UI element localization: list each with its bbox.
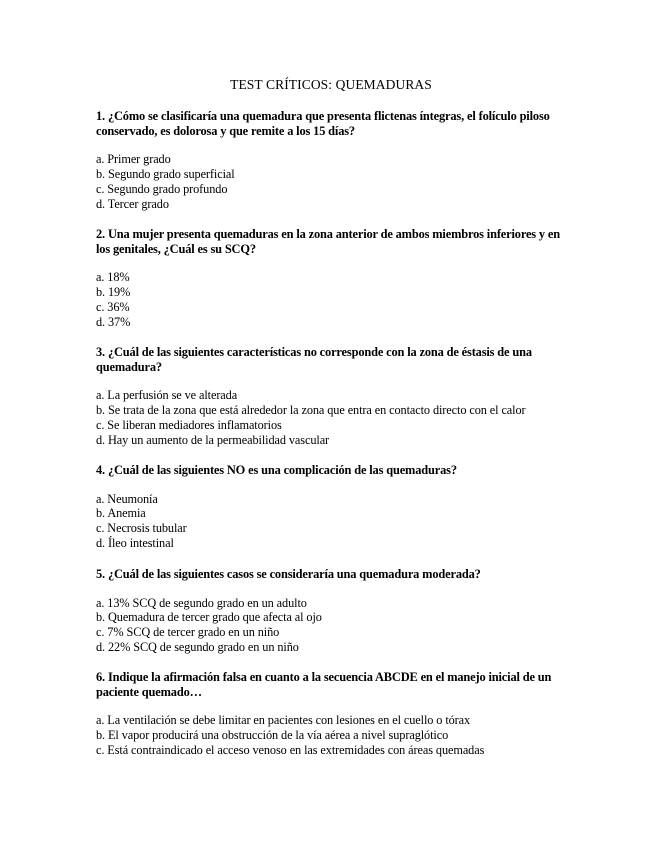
option-b: b. Quemadura de tercer grado que afecta al ojo bbox=[96, 610, 322, 625]
option-d: d. Hay un aumento de la permeabilidad vascular bbox=[96, 432, 330, 447]
option-d: d. Tercer grado bbox=[96, 196, 169, 211]
option-list bbox=[96, 388, 566, 448]
option-list bbox=[96, 713, 566, 758]
option-b: b. Segundo grado superficial bbox=[96, 166, 235, 181]
option-list bbox=[96, 596, 566, 656]
option-c: c. Necrosis tubular bbox=[96, 521, 187, 536]
option-b: b. Se trata de la zona que está alrededor la zona que entra en contacto directo con el calor bbox=[96, 402, 526, 417]
option-list bbox=[96, 492, 566, 552]
option-a: a. La perfusión se ve alterada bbox=[96, 388, 238, 402]
question-text: 2. Una mujer presenta quemaduras en la zona anterior de ambos miembros inferiores y en los genitales, ¿Cuál es su SCQ? bbox=[96, 227, 561, 256]
question-text: 5. ¿Cuál de las siguientes casos se consideraría una quemadura moderada? bbox=[96, 567, 481, 581]
option-b: b. 19% bbox=[96, 284, 131, 299]
option-a: a. 13% SCQ de segundo grado en un adulto bbox=[96, 595, 307, 610]
question-4 bbox=[96, 463, 566, 551]
option-a: a. Primer grado bbox=[96, 152, 171, 166]
question-5 bbox=[96, 567, 566, 655]
option-c: c. 7% SCQ de tercer grado en un niño bbox=[96, 625, 280, 640]
option-d: d. 37% bbox=[96, 314, 131, 329]
question-text: 4. ¿Cuál de las siguientes NO es una complicación de las quemaduras? bbox=[96, 463, 457, 477]
option-b: b. El vapor producirá una obstrucción de la vía aérea a nivel supraglótico bbox=[96, 727, 449, 742]
option-list bbox=[96, 270, 566, 330]
option-a: a. La ventilación se debe limitar en pacientes con lesiones en el cuello o tórax bbox=[96, 713, 471, 727]
option-a: a. 18% bbox=[96, 270, 130, 284]
option-d: d. Íleo intestinal bbox=[96, 536, 174, 551]
option-c: c. Se liberan mediadores inflamatorios bbox=[96, 417, 282, 432]
document-title: TEST CRÍTICOS: QUEMADURAS bbox=[230, 77, 432, 92]
option-c: c. Está contraindicado el acceso venoso en las extremidades con áreas quemadas bbox=[96, 742, 485, 757]
option-c: c. 36% bbox=[96, 299, 130, 314]
option-list bbox=[96, 152, 566, 212]
question-2 bbox=[96, 227, 566, 330]
question-text: 3. ¿Cuál de las siguientes características no corresponde con la zona de éstasis de una quemadura? bbox=[96, 345, 532, 374]
question-text: 1. ¿Cómo se clasificaría una quemadura que presenta flictenas íntegras, el folículo piloso conservado, es dolorosa y que remite a los 15 días? bbox=[96, 109, 550, 138]
option-d: d. 22% SCQ de segundo grado en un niño bbox=[96, 640, 299, 655]
option-a: a. Neumonía bbox=[96, 491, 158, 506]
question-6 bbox=[96, 670, 566, 758]
question-3 bbox=[96, 345, 566, 448]
question-text: 6. Indique la afirmación falsa en cuanto a la secuencia ABCDE en el manejo inicial de un paciente quemado… bbox=[96, 670, 552, 699]
question-1 bbox=[96, 109, 566, 212]
option-b: b. Anemia bbox=[96, 506, 146, 521]
option-c: c. Segundo grado profundo bbox=[96, 181, 228, 196]
